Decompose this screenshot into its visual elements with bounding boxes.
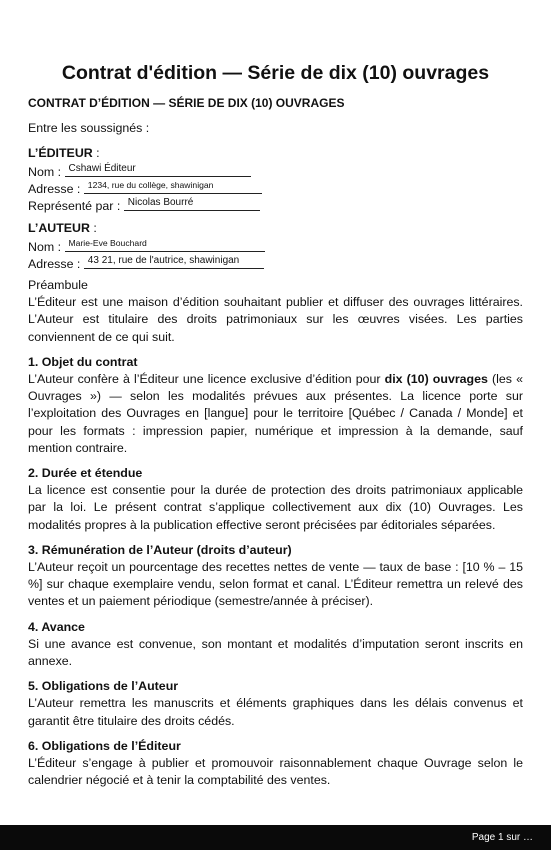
editeur-represente-field[interactable] [124, 196, 260, 210]
editeur-block [28, 145, 262, 213]
document-title: Contrat d'édition — Série de dix (10) ouvrages [61, 62, 490, 84]
section-2-text: La licence est consentie pour la durée de protection des droits patrimoniaux applicable par la loi. Le présent contrat s’applique collectivement aux dix (10) Ouvrages. Les modalités propres à la publication effective seront précisées par éditoriales séparées. [28, 483, 523, 532]
auteur-block [28, 220, 265, 271]
editeur-nom-row [28, 162, 262, 179]
section-1-bold: dix (10) ouvrages [384, 372, 488, 387]
section-1-heading: 1. Objet du contrat [28, 354, 138, 369]
section-2-heading: 2. Durée et étendue [28, 466, 143, 481]
section-1 [28, 354, 523, 457]
editeur-nom-field[interactable] [65, 162, 251, 176]
section-4-heading: 4. Avance [28, 619, 85, 634]
contract-body [28, 277, 523, 797]
section-4-text: Si une avance est convenue, son montant et modalités d’imputation seront inscrits en annexe. [28, 636, 523, 669]
preambule-text: L’Éditeur est une maison d’édition souhaitant publier et diffuser des ouvrages littéraires. L’Auteur est titulaire des droits patrimoniaux sur les œuvres visées. Les parties conviennent de ce qui suit. [28, 295, 523, 344]
auteur-nom-value: Marie-Eve Bouchard [68, 238, 147, 248]
editeur-represente-value: Nicolas Bourré [127, 197, 194, 208]
section-3-heading: 3. Rémunération de l’Auteur (droits d’auteur) [28, 542, 292, 557]
editeur-adresse-label: Adresse : [28, 182, 81, 196]
editeur-adresse-row [28, 179, 262, 196]
editeur-nom-label: Nom : [28, 165, 62, 179]
editeur-adresse-value: 1234, rue du collège, shawinigan [87, 180, 214, 190]
preambule-section [28, 277, 523, 346]
editeur-adresse-field[interactable] [84, 179, 262, 193]
preambule-heading: Préambule [28, 278, 88, 292]
section-5 [28, 678, 523, 730]
section-6-heading: 6. Obligations de l’Éditeur [28, 738, 181, 753]
section-3-text: L’Auteur reçoit un pourcentage des recettes nettes de vente — taux de base : [10 % – 15 %] sur chaque exemplaire vendu, selon format et canal. L’Éditeur remettra un relevé des ventes et un paiement périodique (semestre/année à préciser). [28, 560, 523, 609]
auteur-adresse-field[interactable] [84, 254, 264, 268]
editeur-heading: L’ÉDITEUR : [28, 146, 100, 160]
editeur-represente-row [28, 196, 262, 213]
editeur-nom-value: Cshawi Éditeur [68, 163, 136, 174]
auteur-adresse-label: Adresse : [28, 257, 81, 271]
section-6-text: L’Éditeur s’engage à publier et promouvoir raisonnablement chaque Ouvrage selon le calendrier négocié et à tenir la comptabilité des ventes. [28, 756, 523, 788]
document-subtitle: CONTRAT D’ÉDITION — SÉRIE DE DIX (10) OUVRAGES [28, 96, 345, 110]
section-2 [28, 465, 523, 534]
auteur-adresse-row [28, 254, 265, 271]
auteur-heading: L’AUTEUR : [28, 221, 97, 235]
auteur-nom-field[interactable] [65, 237, 265, 251]
section-3 [28, 542, 523, 611]
section-4 [28, 619, 523, 671]
page-footer [0, 825, 551, 850]
auteur-nom-label: Nom : [28, 240, 62, 254]
page-number: Page 1 sur … [471, 832, 533, 843]
section-5-heading: 5. Obligations de l’Auteur [28, 679, 179, 694]
editeur-represente-label: Représenté par : [28, 199, 121, 213]
section-1-text: L’Auteur confère à l’Éditeur une licence exclusive d’édition pour dix (10) ouvrages (les « Ouvrages ») — selon les modalités prévues aux présentes. La licence porte sur l’exploitation des Ouvrages en [langue] pour le territoire [Québec / Canada / Monde] et pour les formats : impression papier, numérique et impression à la demande, sauf mention contraire. [28, 372, 523, 455]
intro-text: Entre les soussignés : [28, 121, 150, 135]
section-6 [28, 738, 523, 790]
section-5-text: L’Auteur remettra les manuscrits et éléments graphiques dans les délais convenus et garantit être titulaire des droits cédés. [28, 696, 523, 728]
auteur-adresse-value: 43 21, rue de l'autrice, shawinigan [87, 255, 240, 266]
auteur-nom-row [28, 237, 265, 254]
